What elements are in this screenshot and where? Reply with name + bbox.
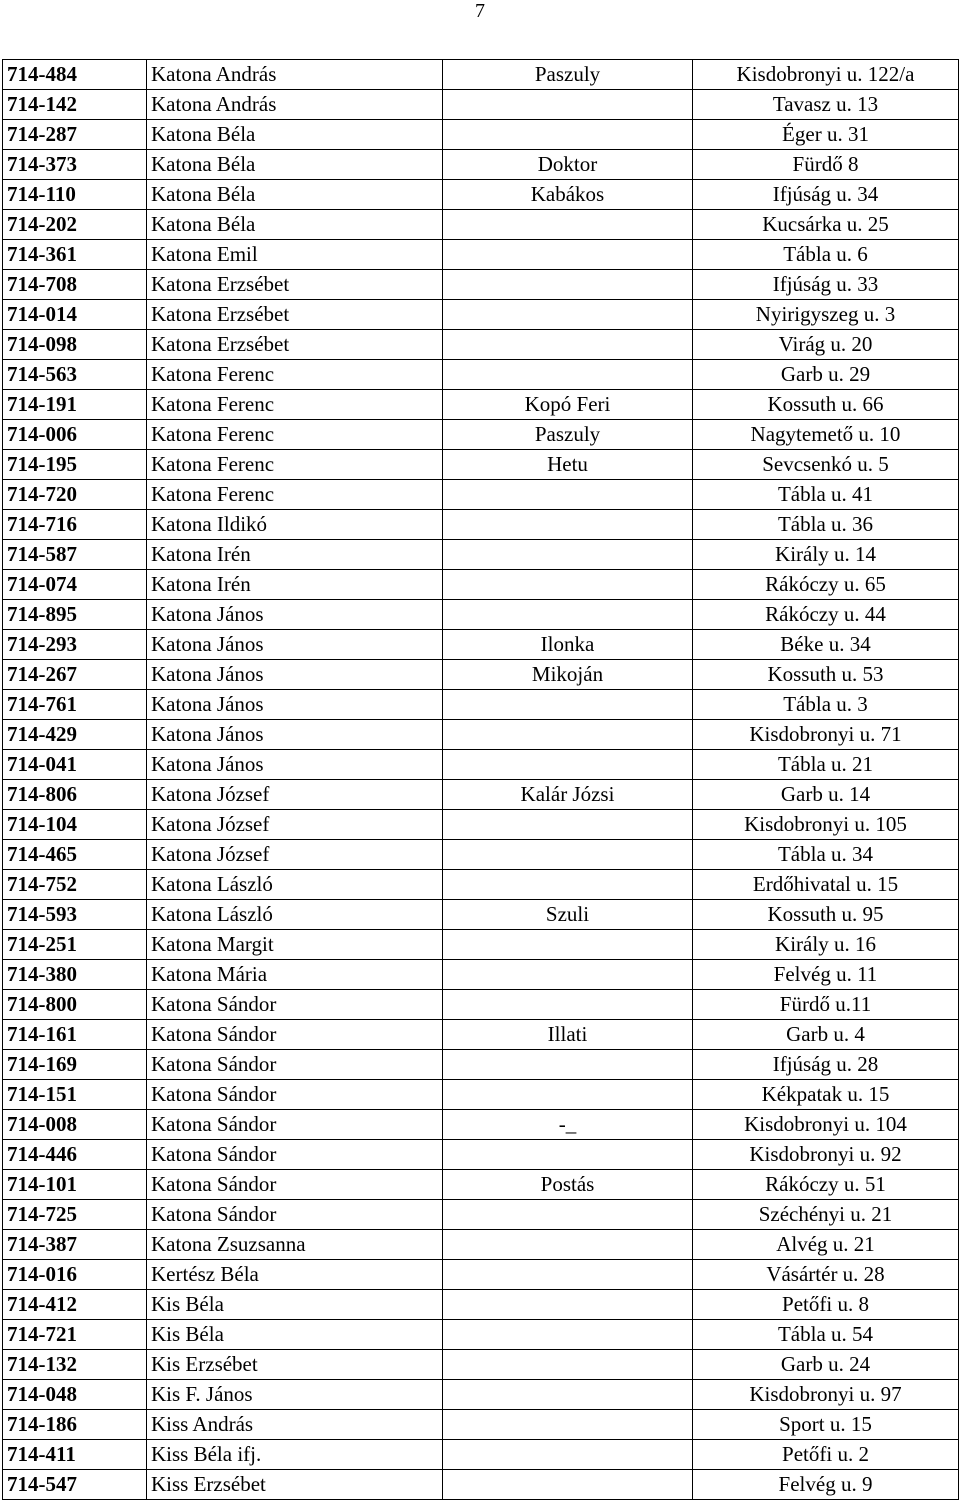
table-row <box>3 1410 959 1440</box>
address-cell: Széchényi u. 21 <box>693 1200 959 1230</box>
table-row <box>3 1170 959 1200</box>
nickname-cell <box>443 1440 693 1470</box>
phone-number-cell: 714-008 <box>3 1110 147 1140</box>
phone-number-cell: 714-186 <box>3 1410 147 1440</box>
nickname-cell <box>443 1470 693 1500</box>
nickname-cell: Paszuly <box>443 60 693 90</box>
table-row <box>3 120 959 150</box>
phone-number-cell: 714-465 <box>3 840 147 870</box>
nickname-cell <box>443 570 693 600</box>
nickname-cell <box>443 750 693 780</box>
nickname-cell: -_ <box>443 1110 693 1140</box>
nickname-cell: Illati <box>443 1020 693 1050</box>
table-row <box>3 630 959 660</box>
subscriber-name-cell: Katona Margit <box>147 930 443 960</box>
subscriber-name-cell: Kis Erzsébet <box>147 1350 443 1380</box>
table-row <box>3 870 959 900</box>
nickname-cell <box>443 120 693 150</box>
table-row <box>3 270 959 300</box>
phone-number-cell: 714-373 <box>3 150 147 180</box>
subscriber-name-cell: Katona János <box>147 720 443 750</box>
table-row <box>3 600 959 630</box>
table-row <box>3 390 959 420</box>
phone-number-cell: 714-098 <box>3 330 147 360</box>
nickname-cell: Ilonka <box>443 630 693 660</box>
subscriber-name-cell: Katona József <box>147 840 443 870</box>
subscriber-name-cell: Katona Ferenc <box>147 450 443 480</box>
nickname-cell: Kabákos <box>443 180 693 210</box>
address-cell: Sevcsenkó u. 5 <box>693 450 959 480</box>
table-row <box>3 1380 959 1410</box>
nickname-cell <box>443 1230 693 1260</box>
nickname-cell <box>443 1380 693 1410</box>
subscriber-name-cell: Katona Sándor <box>147 1020 443 1050</box>
nickname-cell <box>443 1080 693 1110</box>
nickname-cell <box>443 540 693 570</box>
address-cell: Kisdobronyi u. 97 <box>693 1380 959 1410</box>
subscriber-name-cell: Katona Sándor <box>147 1080 443 1110</box>
table-row <box>3 420 959 450</box>
address-cell: Petőfi u. 2 <box>693 1440 959 1470</box>
subscriber-name-cell: Katona Irén <box>147 570 443 600</box>
address-cell: Éger u. 31 <box>693 120 959 150</box>
nickname-cell <box>443 360 693 390</box>
nickname-cell <box>443 810 693 840</box>
address-cell: Rákóczy u. 51 <box>693 1170 959 1200</box>
nickname-cell <box>443 1050 693 1080</box>
subscriber-name-cell: Katona László <box>147 900 443 930</box>
table-row <box>3 780 959 810</box>
address-cell: Fürdő 8 <box>693 150 959 180</box>
address-cell: Tábla u. 34 <box>693 840 959 870</box>
phone-number-cell: 714-380 <box>3 960 147 990</box>
address-cell: Tábla u. 6 <box>693 240 959 270</box>
subscriber-name-cell: Kis Béla <box>147 1290 443 1320</box>
table-row <box>3 510 959 540</box>
nickname-cell <box>443 480 693 510</box>
phone-number-cell: 714-202 <box>3 210 147 240</box>
nickname-cell: Paszuly <box>443 420 693 450</box>
phone-number-cell: 714-142 <box>3 90 147 120</box>
table-row <box>3 150 959 180</box>
table-row <box>3 60 959 90</box>
phone-number-cell: 714-151 <box>3 1080 147 1110</box>
phone-number-cell: 714-074 <box>3 570 147 600</box>
address-cell: Tavasz u. 13 <box>693 90 959 120</box>
address-cell: Kisdobronyi u. 105 <box>693 810 959 840</box>
table-row <box>3 570 959 600</box>
table-row <box>3 1200 959 1230</box>
nickname-cell <box>443 1290 693 1320</box>
address-cell: Tábla u. 3 <box>693 690 959 720</box>
phone-number-cell: 714-161 <box>3 1020 147 1050</box>
address-cell: Király u. 16 <box>693 930 959 960</box>
subscriber-name-cell: Kiss Béla ifj. <box>147 1440 443 1470</box>
nickname-cell <box>443 1350 693 1380</box>
table-row <box>3 450 959 480</box>
table-row <box>3 1470 959 1500</box>
nickname-cell: Kopó Feri <box>443 390 693 420</box>
phone-number-cell: 714-721 <box>3 1320 147 1350</box>
nickname-cell <box>443 960 693 990</box>
phone-number-cell: 714-387 <box>3 1230 147 1260</box>
table-row <box>3 810 959 840</box>
phone-number-cell: 714-563 <box>3 360 147 390</box>
address-cell: Kucsárka u. 25 <box>693 210 959 240</box>
nickname-cell <box>443 240 693 270</box>
address-cell: Felvég u. 11 <box>693 960 959 990</box>
table-row <box>3 1350 959 1380</box>
subscriber-name-cell: Katona Sándor <box>147 1170 443 1200</box>
phone-number-cell: 714-411 <box>3 1440 147 1470</box>
subscriber-name-cell: Katona Ferenc <box>147 360 443 390</box>
phone-number-cell: 714-547 <box>3 1470 147 1500</box>
subscriber-name-cell: Katona Béla <box>147 180 443 210</box>
table-row <box>3 300 959 330</box>
table-row <box>3 840 959 870</box>
phone-number-cell: 714-725 <box>3 1200 147 1230</box>
subscriber-name-cell: Katona József <box>147 780 443 810</box>
nickname-cell: Hetu <box>443 450 693 480</box>
address-cell: Rákóczy u. 44 <box>693 600 959 630</box>
table-row <box>3 1320 959 1350</box>
nickname-cell <box>443 270 693 300</box>
address-cell: Kisdobronyi u. 122/a <box>693 60 959 90</box>
subscriber-name-cell: Katona János <box>147 600 443 630</box>
table-row <box>3 540 959 570</box>
table-row <box>3 990 959 1020</box>
table-row <box>3 1050 959 1080</box>
nickname-cell: Doktor <box>443 150 693 180</box>
nickname-cell <box>443 1140 693 1170</box>
phone-number-cell: 714-169 <box>3 1050 147 1080</box>
address-cell: Kisdobronyi u. 71 <box>693 720 959 750</box>
subscriber-name-cell: Katona Ferenc <box>147 420 443 450</box>
address-cell: Tábla u. 54 <box>693 1320 959 1350</box>
phone-number-cell: 714-895 <box>3 600 147 630</box>
directory-body <box>3 60 959 1500</box>
phone-number-cell: 714-006 <box>3 420 147 450</box>
address-cell: Kossuth u. 66 <box>693 390 959 420</box>
table-row <box>3 900 959 930</box>
phone-number-cell: 714-293 <box>3 630 147 660</box>
table-row <box>3 330 959 360</box>
subscriber-name-cell: Katona Sándor <box>147 1110 443 1140</box>
nickname-cell <box>443 1200 693 1230</box>
phone-number-cell: 714-761 <box>3 690 147 720</box>
subscriber-name-cell: Katona Béla <box>147 210 443 240</box>
address-cell: Virág u. 20 <box>693 330 959 360</box>
nickname-cell <box>443 930 693 960</box>
subscriber-name-cell: Kis F. János <box>147 1380 443 1410</box>
subscriber-name-cell: Katona János <box>147 660 443 690</box>
subscriber-name-cell: Kiss Erzsébet <box>147 1470 443 1500</box>
phone-number-cell: 714-716 <box>3 510 147 540</box>
phone-number-cell: 714-708 <box>3 270 147 300</box>
subscriber-name-cell: Katona Erzsébet <box>147 300 443 330</box>
phone-number-cell: 714-361 <box>3 240 147 270</box>
subscriber-name-cell: Katona Ferenc <box>147 390 443 420</box>
table-row <box>3 90 959 120</box>
nickname-cell: Mikoján <box>443 660 693 690</box>
subscriber-name-cell: Katona József <box>147 810 443 840</box>
phone-number-cell: 714-800 <box>3 990 147 1020</box>
table-row <box>3 1080 959 1110</box>
subscriber-name-cell: Katona András <box>147 60 443 90</box>
nickname-cell: Kalár Józsi <box>443 780 693 810</box>
table-row <box>3 210 959 240</box>
address-cell: Ifjúság u. 34 <box>693 180 959 210</box>
phone-number-cell: 714-132 <box>3 1350 147 1380</box>
subscriber-name-cell: Katona Sándor <box>147 1140 443 1170</box>
address-cell: Garb u. 29 <box>693 360 959 390</box>
phone-number-cell: 714-048 <box>3 1380 147 1410</box>
nickname-cell <box>443 90 693 120</box>
phone-number-cell: 714-016 <box>3 1260 147 1290</box>
subscriber-name-cell: Katona Ildikó <box>147 510 443 540</box>
subscriber-name-cell: Katona János <box>147 690 443 720</box>
table-row <box>3 930 959 960</box>
subscriber-name-cell: Katona Zsuzsanna <box>147 1230 443 1260</box>
address-cell: Tábla u. 21 <box>693 750 959 780</box>
phone-number-cell: 714-101 <box>3 1170 147 1200</box>
phone-directory-table <box>2 59 959 1500</box>
phone-number-cell: 714-267 <box>3 660 147 690</box>
phone-number-cell: 714-251 <box>3 930 147 960</box>
nickname-cell <box>443 300 693 330</box>
phone-number-cell: 714-041 <box>3 750 147 780</box>
nickname-cell <box>443 1410 693 1440</box>
nickname-cell <box>443 1260 693 1290</box>
address-cell: Vásártér u. 28 <box>693 1260 959 1290</box>
subscriber-name-cell: Katona János <box>147 630 443 660</box>
address-cell: Tábla u. 41 <box>693 480 959 510</box>
table-row <box>3 1260 959 1290</box>
address-cell: Alvég u. 21 <box>693 1230 959 1260</box>
subscriber-name-cell: Katona András <box>147 90 443 120</box>
phone-number-cell: 714-429 <box>3 720 147 750</box>
table-row <box>3 240 959 270</box>
table-row <box>3 660 959 690</box>
phone-number-cell: 714-104 <box>3 810 147 840</box>
nickname-cell <box>443 600 693 630</box>
table-row <box>3 750 959 780</box>
address-cell: Kossuth u. 53 <box>693 660 959 690</box>
phone-number-cell: 714-752 <box>3 870 147 900</box>
nickname-cell: Szuli <box>443 900 693 930</box>
phone-number-cell: 714-806 <box>3 780 147 810</box>
table-row <box>3 1140 959 1170</box>
page-number: 7 <box>475 0 485 22</box>
address-cell: Tábla u. 36 <box>693 510 959 540</box>
subscriber-name-cell: Katona Erzsébet <box>147 330 443 360</box>
nickname-cell <box>443 690 693 720</box>
nickname-cell <box>443 1320 693 1350</box>
address-cell: Nagytemető u. 10 <box>693 420 959 450</box>
address-cell: Kossuth u. 95 <box>693 900 959 930</box>
subscriber-name-cell: Katona Emil <box>147 240 443 270</box>
address-cell: Fürdő u.11 <box>693 990 959 1020</box>
address-cell: Petőfi u. 8 <box>693 1290 959 1320</box>
nickname-cell <box>443 990 693 1020</box>
table-row <box>3 960 959 990</box>
address-cell: Garb u. 14 <box>693 780 959 810</box>
table-row <box>3 720 959 750</box>
table-row <box>3 1440 959 1470</box>
address-cell: Garb u. 24 <box>693 1350 959 1380</box>
nickname-cell <box>443 870 693 900</box>
address-cell: Sport u. 15 <box>693 1410 959 1440</box>
subscriber-name-cell: Katona Erzsébet <box>147 270 443 300</box>
subscriber-name-cell: Katona Béla <box>147 120 443 150</box>
phone-number-cell: 714-014 <box>3 300 147 330</box>
subscriber-name-cell: Katona Béla <box>147 150 443 180</box>
address-cell: Rákóczy u. 65 <box>693 570 959 600</box>
nickname-cell <box>443 210 693 240</box>
subscriber-name-cell: Katona Mária <box>147 960 443 990</box>
phone-number-cell: 714-446 <box>3 1140 147 1170</box>
address-cell: Kékpatak u. 15 <box>693 1080 959 1110</box>
address-cell: Erdőhivatal u. 15 <box>693 870 959 900</box>
table-row <box>3 1230 959 1260</box>
table-row <box>3 690 959 720</box>
table-row <box>3 1290 959 1320</box>
address-cell: Ifjúság u. 28 <box>693 1050 959 1080</box>
phone-number-cell: 714-191 <box>3 390 147 420</box>
subscriber-name-cell: Katona Sándor <box>147 1050 443 1080</box>
subscriber-name-cell: Katona Irén <box>147 540 443 570</box>
address-cell: Béke u. 34 <box>693 630 959 660</box>
table-row <box>3 180 959 210</box>
nickname-cell <box>443 510 693 540</box>
address-cell: Király u. 14 <box>693 540 959 570</box>
subscriber-name-cell: Kiss András <box>147 1410 443 1440</box>
table-row <box>3 360 959 390</box>
nickname-cell <box>443 330 693 360</box>
subscriber-name-cell: Katona Ferenc <box>147 480 443 510</box>
table-row <box>3 480 959 510</box>
table-row <box>3 1020 959 1050</box>
address-cell: Nyirigyszeg u. 3 <box>693 300 959 330</box>
nickname-cell <box>443 840 693 870</box>
phone-number-cell: 714-412 <box>3 1290 147 1320</box>
phone-number-cell: 714-110 <box>3 180 147 210</box>
address-cell: Kisdobronyi u. 92 <box>693 1140 959 1170</box>
subscriber-name-cell: Katona László <box>147 870 443 900</box>
phone-number-cell: 714-587 <box>3 540 147 570</box>
subscriber-name-cell: Katona Sándor <box>147 1200 443 1230</box>
subscriber-name-cell: Katona János <box>147 750 443 780</box>
subscriber-name-cell: Katona Sándor <box>147 990 443 1020</box>
address-cell: Felvég u. 9 <box>693 1470 959 1500</box>
address-cell: Garb u. 4 <box>693 1020 959 1050</box>
table-row <box>3 1110 959 1140</box>
phone-number-cell: 714-287 <box>3 120 147 150</box>
phone-number-cell: 714-720 <box>3 480 147 510</box>
nickname-cell: Postás <box>443 1170 693 1200</box>
phone-number-cell: 714-484 <box>3 60 147 90</box>
phone-number-cell: 714-195 <box>3 450 147 480</box>
phone-number-cell: 714-593 <box>3 900 147 930</box>
nickname-cell <box>443 720 693 750</box>
subscriber-name-cell: Kertész Béla <box>147 1260 443 1290</box>
subscriber-name-cell: Kis Béla <box>147 1320 443 1350</box>
address-cell: Ifjúság u. 33 <box>693 270 959 300</box>
address-cell: Kisdobronyi u. 104 <box>693 1110 959 1140</box>
